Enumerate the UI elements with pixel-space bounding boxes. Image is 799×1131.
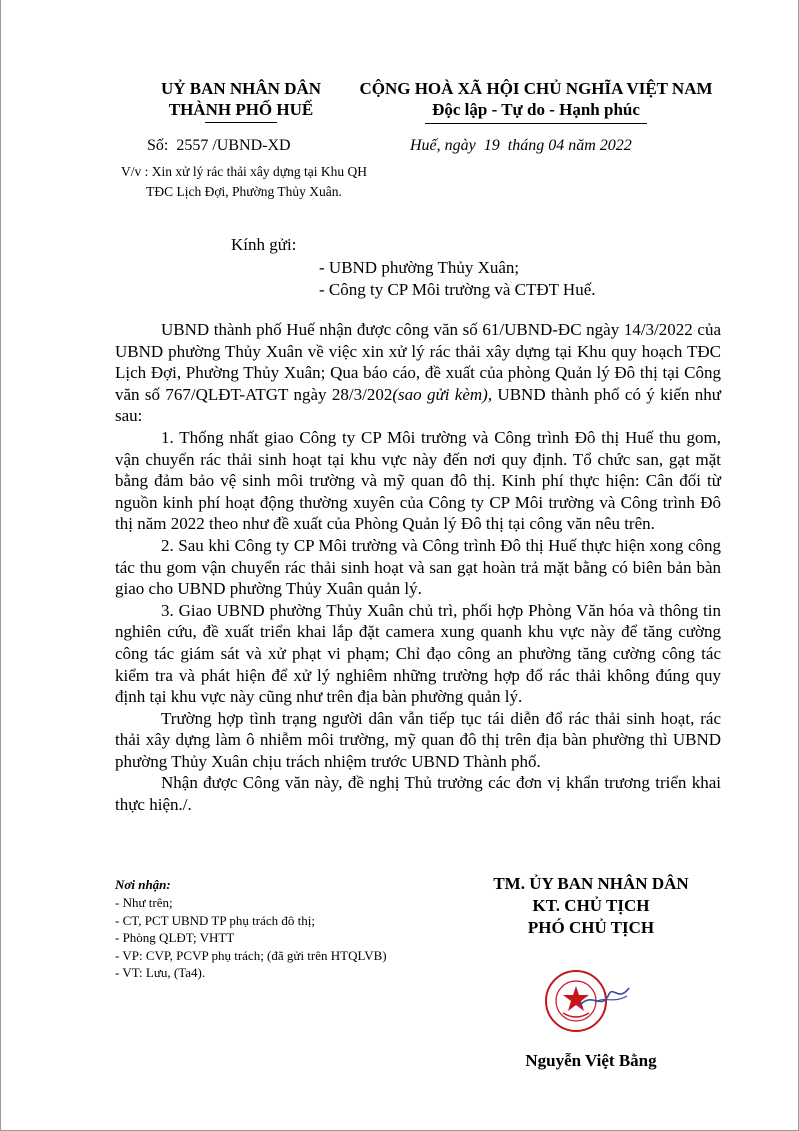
recipients-list-item: - CT, PCT UBND TP phụ trách đô thị; xyxy=(115,912,315,928)
signer-name: Nguyễn Việt Bằng xyxy=(525,1051,657,1070)
intro-italic-note: (sao gửi kèm), xyxy=(392,384,493,404)
body-paragraph-intro xyxy=(115,319,721,427)
national-motto: Độc lập - Tự do - Hạnh phúc xyxy=(432,100,640,119)
intro-text: UBND thành phố Huế nhận được công văn số 61/UBND-ĐC ngày 14/3/2022 của UBND phường Thủy Xuân về việc xin xử lý rác thải xây dựng tại Khu quy hoạch TĐC Lịch Đợi, Phường Thủy Xuân; Qua báo cáo, đề xuất của phòng Quản lý Đô thị tại Công văn số 767/QLĐT-ATGT ngày 28/3/202 xyxy=(115,320,721,404)
place-and-date: Huế, ngày 19 tháng 04 năm 2022 xyxy=(410,137,632,154)
greeting-label: Kính gửi: xyxy=(231,235,297,254)
recipient-item: - Công ty CP Môi trường và CTĐT Huế. xyxy=(319,280,596,299)
signature-block xyxy=(441,873,741,939)
org-name-line2: THÀNH PHỐ HUẾ xyxy=(168,100,314,119)
recipients-list-item: - VP: CVP, PCVP phụ trách; (đã gửi trên HTQLVB) xyxy=(115,947,387,963)
signature-line-3: PHÓ CHỦ TỊCH xyxy=(527,918,655,937)
motto-underline xyxy=(425,123,647,124)
recipient-item: - UBND phường Thủy Xuân; xyxy=(319,258,520,277)
national-title: CỘNG HOÀ XÃ HỘI CHỦ NGHĨA VIỆT NAM xyxy=(359,79,713,98)
official-seal-and-signature xyxy=(543,966,635,1036)
recipients-title: Nơi nhận: xyxy=(115,877,171,892)
document-number: Số: 2557 /UBND-XD xyxy=(147,137,291,154)
document-body xyxy=(115,319,721,816)
recipients-list-item: - Như trên; xyxy=(115,895,173,910)
recipients-list-item: - VT: Lưu, (Ta4). xyxy=(115,965,206,981)
org-underline xyxy=(205,122,277,123)
recipients-list-item: - Phòng QLĐT; VHTT xyxy=(115,930,235,946)
body-paragraph-closing: Nhận được Công văn này, đề nghị Thủ trưởng các đơn vị khẩn trương triển khai thực hiện./. xyxy=(115,773,721,815)
document-subject: V/v : Xin xử lý rác thải xây dựng tại Khu QH TĐC Lịch Đợi, Phường Thủy Xuân. xyxy=(121,164,367,199)
org-name-line1: UỶ BAN NHÂN DÂN xyxy=(160,79,322,98)
intro-text-end: UBND thành phố có ý kiến như sau: xyxy=(115,384,721,426)
body-paragraph-responsibility: Trường hợp tình trạng người dân vẫn tiếp tục tái diễn đổ rác thải sinh hoạt, rác thải xây dựng làm ô nhiễm môi trường, mỹ quan đô thị trên địa bàn phường thì UBND phường Thủy Xuân chịu trách nhiệm trước UBND Thành phố. xyxy=(115,708,721,771)
body-paragraph-item-1: 1. Thống nhất giao Công ty CP Môi trường và Công trình Đô thị Huế thu gom, vận chuyển rác thải sinh hoạt tại khu vực này đến nơi quy định. Tổ chức san, gạt mặt bằng đảm bảo vệ sinh môi trường và mỹ quan đô thị. Kinh phí thực hiện: Cân đối từ nguồn kinh phí hoạt động thường xuyên của Công ty CP Môi trường và Công trình Đô thị năm 2022 theo như đề xuất của Phòng Quản lý Đô thị tại công văn nêu trên. xyxy=(115,427,721,534)
body-paragraph-item-2: 2. Sau khi Công ty CP Môi trường và Công trình Đô thị Huế thực hiện xong công tác thu gom vận chuyển rác thải sinh hoạt và san gạt hoàn trả mặt bằng có biên bản bàn giao cho UBND phường Thủy Xuân quản lý. xyxy=(115,535,721,599)
signature-line-2: KT. CHỦ TỊCH xyxy=(532,896,650,915)
body-paragraph-item-3: 3. Giao UBND phường Thủy Xuân chủ trì, phối hợp Phòng Văn hóa và thông tin nghiên cứu, đề xuất triển khai lắp đặt camera xung quanh khu vực này để tăng cường công tác giám sát và xử phạt vi phạm; Chỉ đạo công an phường tăng cường công tác kiểm tra và phát hiện để xử lý nghiêm những trường hợp đổ rác thải không đúng quy định tại khu vực này cũng như trên địa bàn phường quản lý. xyxy=(115,600,721,707)
recipients-list xyxy=(115,894,387,982)
signature-line-1: TM. ỦY BAN NHÂN DÂN xyxy=(493,874,689,893)
